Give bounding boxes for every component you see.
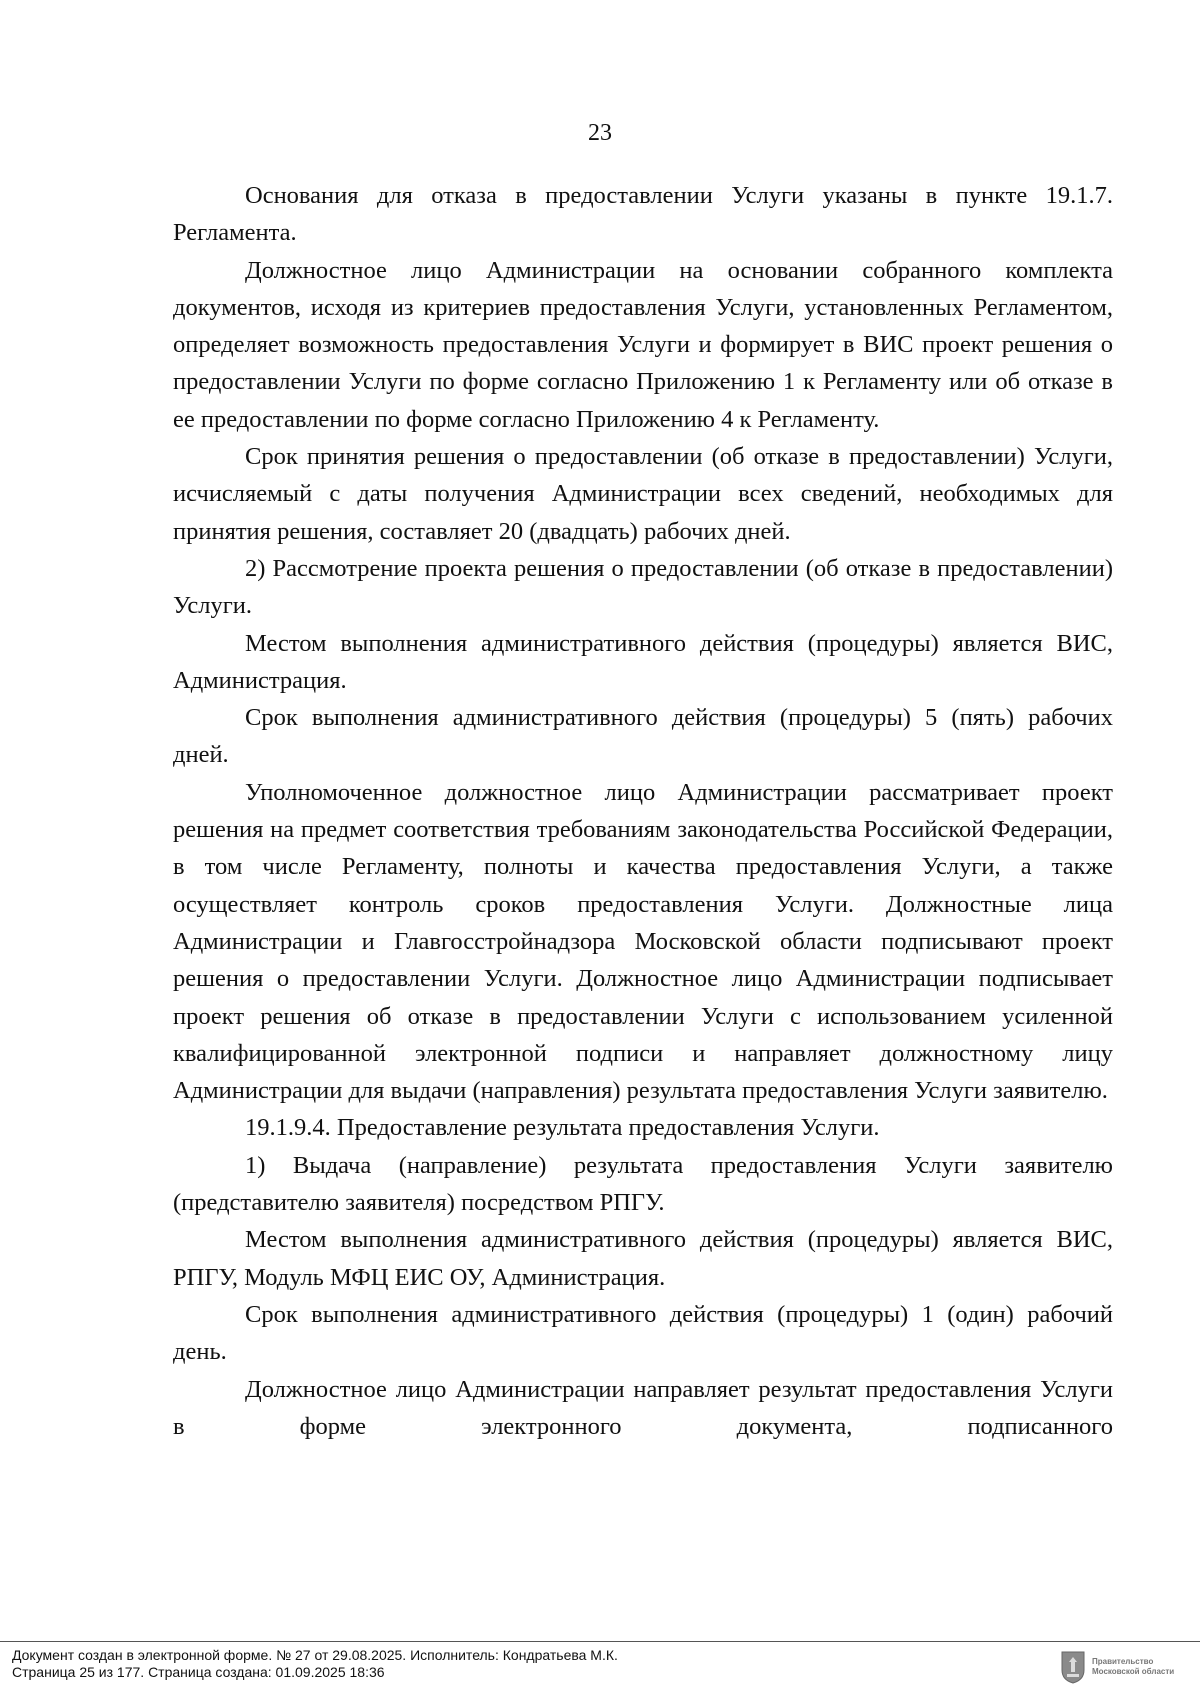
footer-divider <box>0 1641 1200 1642</box>
logo-caption: Правительство Московской области <box>1092 1657 1175 1676</box>
document-body <box>173 177 1113 1445</box>
footer-info <box>12 1647 618 1681</box>
paragraph-execution-period: Срок выполнения административного действия (процедуры) 5 (пять) рабочих дней. <box>173 704 1113 769</box>
paragraph-official-forms-draft: Должностное лицо Администрации на основании собранного комплекта документов, исходя из критериев предоставления Услуги, установленных Регламентом, определяет возможность предоставления Услуги и формирует в ВИС проект решения о предоставлении Услуги по форме согласно Приложению 1 к Регламенту или об отказе в ее предоставлении по форме согласно Приложению 4 к Регламенту. <box>173 256 1113 433</box>
paragraph-authorized-review: Уполномоченное должностное лицо Администрации рассматривает проект решения на предмет соответствия требованиям законодательства Российской Федерации, в том числе Регламенту, полноты и качества предоставления Услуги, а также осуществляет контроль сроков предоставления Услуги. Должностные лица Администрации и Главгосстройнадзора Московской области подписывают проект решения о предоставлении Услуги. Должностное лицо Администрации подписывает проект решения об отказе в предоставлении Услуги с использованием усиленной квалифицированной электронной подписи и направляет должностному лицу Администрации для выдачи (направления) результата предоставления Услуги заявителю. <box>173 778 1113 1105</box>
coat-of-arms-icon <box>1060 1650 1086 1684</box>
paragraph-execution-period-2: Срок выполнения административного действия (процедуры) 1 (один) рабочий день. <box>173 1300 1113 1366</box>
footer-page-info: Страница 25 из 177. Страница создана: 01.09.2025 18:36 <box>12 1664 385 1680</box>
paragraph-place-of-execution: Местом выполнения административного действия (процедуры) является ВИС, Администрация. <box>173 629 1113 694</box>
paragraph-result-delivery: 1) Выдача (направление) результата предоставления Услуги заявителю (представителю заявителя) посредством РПГУ. <box>173 1151 1113 1217</box>
paragraph-place-of-execution-2: Местом выполнения административного действия (процедуры) является ВИС, РПГУ, Модуль МФЦ ЕИС ОУ, Администрация. <box>173 1226 1113 1291</box>
paragraph-official-sends-result: Должностное лицо Администрации направляет результат предоставления Услуги в форме электронного документа, подписанного <box>173 1375 1113 1440</box>
paragraph-draft-review: 2) Рассмотрение проекта решения о предоставлении (об отказе в предоставлении) Услуги. <box>173 554 1113 620</box>
paragraph-decision-deadline: Срок принятия решения о предоставлении (об отказе в предоставлении) Услуги, исчисляемый с даты получения Администрации всех сведений, необходимых для принятия решения, составляет 20 (двадцать) рабочих дней. <box>173 443 1113 545</box>
paragraph-section-19-1-9-4: 19.1.9.4. Предоставление результата предоставления Услуги. <box>245 1114 880 1142</box>
government-logo <box>1060 1644 1190 1690</box>
paragraph-refusal-grounds: Основания для отказа в предоставлении Услуги указаны в пункте 19.1.7. Регламента. <box>173 182 1113 247</box>
page-number: 23 <box>588 120 612 146</box>
footer-document-info: Документ создан в электронной форме. № 27 от 29.08.2025. Исполнитель: Кондратьева М.К. <box>12 1647 618 1663</box>
